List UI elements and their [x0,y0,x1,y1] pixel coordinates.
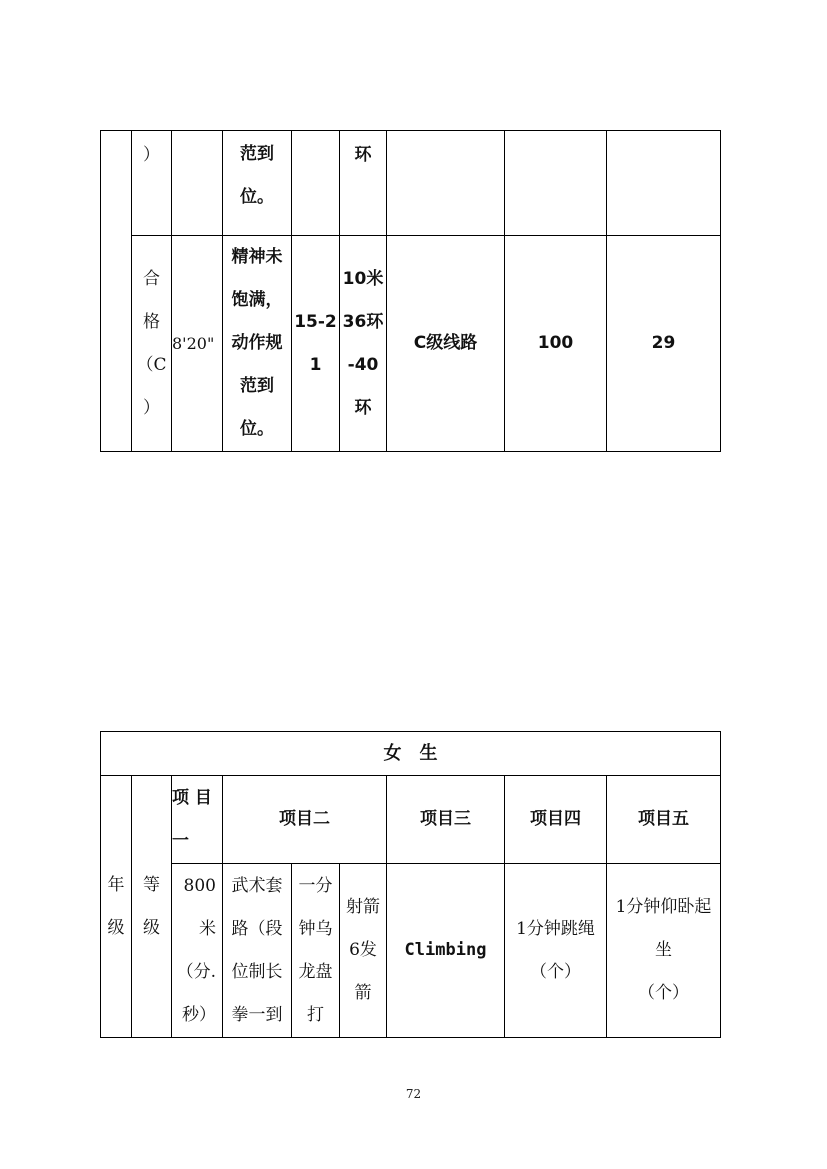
p5-header-text: 项目五 [638,809,689,829]
grade-cell [101,236,132,452]
p2c-sub-line: 6发 [349,940,377,960]
p2b-line: 15-2 [294,311,337,332]
level-line: ） [143,397,160,418]
p1-sub-line: 秒） [182,1004,216,1025]
p4-sub-line: 1分钟跳绳 [516,918,595,939]
top-row-1 [101,131,721,236]
page-number [0,1087,827,1101]
p2b-line: 1 [309,354,322,375]
p1-header-line: 一 [172,830,189,851]
level-cell [132,236,172,452]
title-text: 女 生 [383,743,438,764]
p1-value: 8'20" [172,334,215,353]
p2b-sub [292,864,340,1038]
p2a-line: 饱满， [231,290,283,310]
p5-cell [607,236,721,452]
p2a-line: 范到 [240,144,274,164]
p1-sub-line: 800 [183,875,216,896]
p3-cell [387,131,505,236]
p4-sub-line: （个） [530,961,581,982]
p2b-sub-line: 一分 [298,875,333,896]
p1-cell [172,131,223,236]
subheader-row [101,864,721,1038]
grade-line: 年 [107,874,125,895]
top-table [100,130,721,452]
header-row [101,776,721,864]
p2a-sub-line: 武术套 [231,875,283,896]
level-line: 等 [143,874,160,895]
p4-cell [505,236,607,452]
p1-header [172,776,223,864]
p1-header-line: 项 目 [172,787,212,808]
p2c-sub [340,864,387,1038]
p3-sub [387,864,505,1038]
level-line: 合 [143,268,160,289]
grade-header [101,776,132,1038]
p2a-cell [223,131,292,236]
p2a-line: 位。 [240,187,274,207]
page-number-text: 72 [405,1087,422,1101]
grade-line: 级 [107,917,125,938]
p2-header-text: 项目二 [279,809,330,829]
table-title [101,732,721,776]
title-row [101,732,721,776]
p3-header-text: 项目三 [420,809,471,829]
p3-sub-text: Climbing [404,940,487,960]
p2b-sub-line: 打 [307,1004,324,1025]
p2c-sub-line: 射箭 [346,897,380,917]
p4-sub [505,864,607,1038]
p2c-line: 36环 [342,311,384,332]
p5-header [607,776,721,864]
p1-sub-line: （分. [176,961,216,982]
p1-sub-line: 米 [199,918,216,939]
p3-value: C级线路 [413,333,478,353]
p2a-sub-line: 路（段 [231,918,283,939]
p1-sub [172,864,223,1038]
p5-sub [607,864,721,1038]
p2a-line: 范到 [240,376,274,396]
bottom-table [100,731,721,1038]
p1-cell [172,236,223,452]
p5-sub-line: （个） [638,983,689,1003]
p2-header [223,776,387,864]
p4-header [505,776,607,864]
p2c-line: 环 [354,145,372,165]
p2c-line: 10米 [342,268,384,289]
p2b-cell [292,131,340,236]
p2a-line: 精神未 [231,247,283,267]
top-row-2 [101,236,721,452]
p2c-cell [340,236,387,452]
p2c-line: -40 [347,354,379,375]
level-line: 格 [143,311,160,332]
p2a-line: 位。 [240,419,274,439]
p3-header [387,776,505,864]
p2a-sub [223,864,292,1038]
p2b-sub-line: 龙盘 [298,961,333,982]
p2b-sub-line: 钟乌 [298,918,333,939]
p2a-sub-line: 拳一到 [231,1004,283,1025]
level-text: ） [143,145,160,165]
p5-value: 29 [651,333,676,353]
p2c-line: 环 [354,397,372,418]
p4-header-text: 项目四 [530,809,581,829]
p3-cell [387,236,505,452]
p4-value: 100 [537,333,574,353]
p2a-line: 动作规 [231,333,283,353]
p5-sub-line: 坐 [655,940,672,960]
p2a-sub-line: 位制长 [231,961,283,982]
level-line: （C [136,354,167,375]
p2a-cell [223,236,292,452]
p5-cell [607,131,721,236]
p2b-cell [292,236,340,452]
level-header [132,776,172,1038]
grade-cell [101,131,132,236]
p2c-sub-line: 箭 [354,983,372,1003]
p2c-cell [340,131,387,236]
p5-sub-line: 1分钟仰卧起 [615,897,712,917]
level-line: 级 [143,917,160,938]
p4-cell [505,131,607,236]
level-cell [132,131,172,236]
